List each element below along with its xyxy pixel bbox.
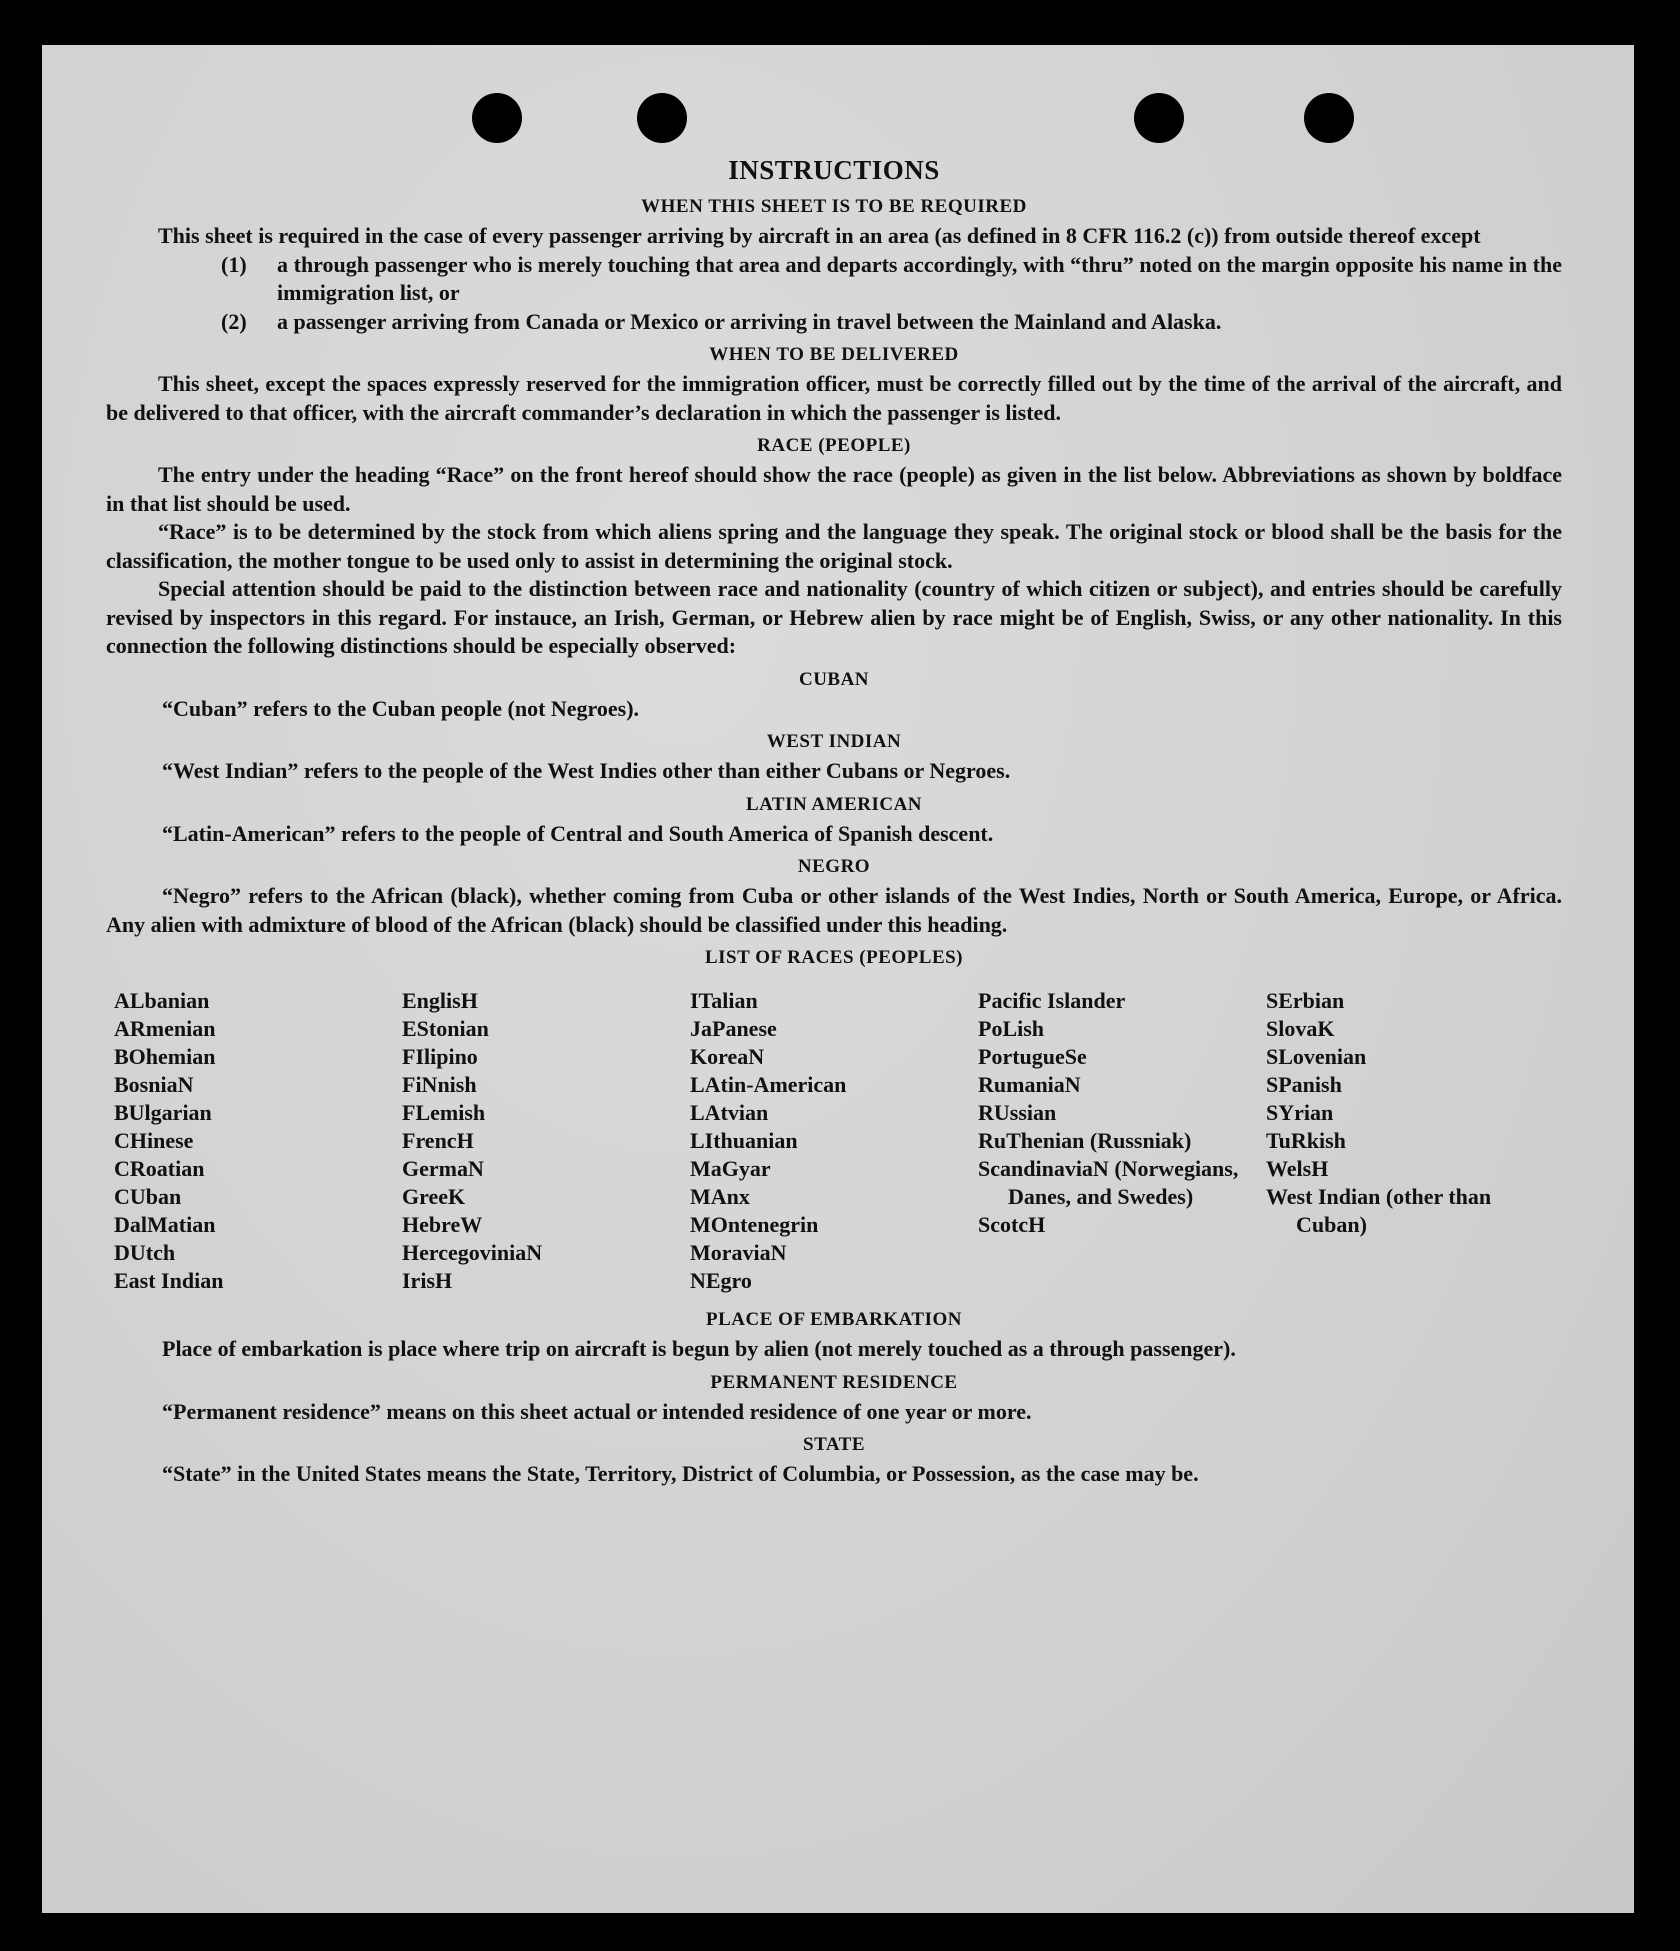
race-entry: EnglisH [402, 988, 478, 1013]
heading-embarkation: PLACE OF EMBARKATION [706, 1309, 962, 1330]
race-entry: RUssian [978, 1100, 1057, 1125]
race-entry: SLovenian [1266, 1044, 1367, 1069]
race-entry: CUban [114, 1184, 182, 1209]
when-required-intro: This sheet is required in the case of every passenger arriving by aircraft in an area (as defined in 8 CFR 116.2 (c)) from outside thereof except [158, 223, 1481, 248]
race-entry: HercegoviniaN [402, 1240, 543, 1265]
punch-hole [1134, 93, 1184, 143]
state-text: “State” in the United States means the State, Territory, District of Columbia, or Possession, as the case may be. [162, 1461, 1199, 1486]
punch-hole [1304, 93, 1354, 143]
heading-negro: NEGRO [797, 856, 871, 877]
page-title: INSTRUCTIONS [728, 155, 940, 185]
race-entry: IrisH [402, 1268, 453, 1293]
heading-west-indian: WEST INDIAN [766, 731, 902, 752]
race-entry: SPanish [1266, 1072, 1342, 1097]
race-entry: DalMatian [114, 1212, 216, 1237]
heading-latin-american: LATIN AMERICAN [745, 793, 923, 815]
embarkation-text: Place of embarkation is place where trip on aircraft is begun by alien (not merely touched as a through passenger). [162, 1336, 1236, 1361]
race-paragraph: Special attention should be paid to the distinction between race and nationality (country of which citizen or subject), and entries should be carefully revised by inspectors in this regard. For instauce, an Irish, German, or Hebrew alien by race might be of English, Swiss, or any other nationality. In this connection the following distinctions should be especially observed: [106, 576, 1562, 658]
race-entry: LAtvian [690, 1100, 769, 1125]
race-entry: RuThenian (Russniak) [978, 1128, 1192, 1153]
races-column [1266, 987, 1554, 1295]
race-entry: BosniaN [114, 1072, 194, 1097]
exception-text: a through passenger who is merely touching that area and departs accordingly, with “thru” noted on the margin opposite his name in the immigration list, or [277, 251, 1562, 305]
exception-number: (2) [221, 308, 247, 334]
race-entry: JaPanese [690, 1016, 777, 1041]
race-entry: MoraviaN [690, 1240, 787, 1265]
race-entry: ScandinaviaN (Norwegians, Danes, and Swedes) [978, 1156, 1239, 1209]
race-entry: RumaniaN [978, 1072, 1081, 1097]
heading-cuban: CUBAN [798, 668, 870, 690]
exception-text: a passenger arriving from Canada or Mexico or arriving in travel between the Mainland and Alaska. [277, 308, 1222, 334]
document-page [42, 45, 1634, 1913]
race-entry: WelsH [1266, 1156, 1329, 1181]
races-column [402, 987, 690, 1295]
negro-text: “Negro” refers to the African (black), whether coming from Cuba or other islands of the West Indies, North or South America, Europe, or Africa. Any alien with admixture of blood of the African (black) should be classified under this heading. [106, 883, 1562, 937]
race-entry: FLemish [402, 1100, 486, 1125]
west-indian-text: “West Indian” refers to the people of the West Indies other than either Cubans or Negroes. [162, 758, 1011, 783]
latin-american-text: “Latin-American” refers to the people of Central and South America of Spanish descent. [162, 820, 994, 846]
race-entry: MaGyar [690, 1156, 771, 1181]
races-list [114, 987, 1562, 1295]
heading-permanent-residence: PERMANENT RESIDENCE [710, 1371, 958, 1393]
race-entry: BUlgarian [114, 1100, 212, 1125]
punch-hole [637, 93, 687, 143]
race-entry: MOntenegrin [690, 1212, 819, 1237]
race-entry: CHinese [114, 1128, 194, 1153]
race-entry: DUtch [114, 1240, 176, 1265]
race-paragraph: The entry under the heading “Race” on the front hereof should show the race (people) as given in the list below. Abbreviations as shown by boldface in that list should be used. [106, 462, 1562, 516]
exception-item [221, 251, 1562, 308]
races-column [978, 987, 1266, 1295]
heading-race: RACE (PEOPLE) [757, 435, 911, 456]
when-delivered-text: This sheet, except the spaces expressly reserved for the immigration officer, must be correctly filled out by the time of the arrival of the aircraft, and be delivered to that officer, with the aircraft commander’s declaration in which the passenger is listed. [106, 371, 1562, 425]
race-entry: KoreaN [690, 1044, 765, 1069]
heading-when-required: WHEN THIS SHEET IS TO BE REQUIRED [641, 196, 1027, 217]
race-entry: ScotcH [978, 1212, 1046, 1237]
race-entry: SErbian [1266, 988, 1345, 1013]
race-entry: EStonian [402, 1016, 489, 1041]
race-entry: ITalian [690, 988, 758, 1013]
race-entry: ALbanian [114, 988, 210, 1013]
race-entry: LIthuanian [690, 1128, 798, 1153]
race-entry: TuRkish [1266, 1128, 1346, 1153]
race-entry: West Indian (other than Cuban) [1266, 1184, 1492, 1237]
race-entry: PortugueSe [978, 1044, 1087, 1069]
race-entry: Pacific Islander [978, 988, 1126, 1013]
heading-when-delivered: WHEN TO BE DELIVERED [709, 344, 959, 365]
race-entry: ARmenian [114, 1016, 216, 1041]
heading-list-of-races: LIST OF RACES (PEOPLES) [704, 947, 964, 968]
race-paragraph: “Race” is to be determined by the stock from which aliens spring and the language they speak. The original stock or blood shall be the basis for the classification, the mother tongue to be used only to assist in determining the original stock. [106, 519, 1562, 573]
heading-state: STATE [803, 1434, 865, 1455]
race-entry: GermaN [402, 1156, 484, 1181]
race-entry: NEgro [690, 1268, 752, 1293]
race-entry: East Indian [114, 1268, 224, 1293]
race-entry: SYrian [1266, 1100, 1334, 1125]
races-column [690, 987, 978, 1295]
race-entry: LAtin-American [690, 1072, 847, 1097]
exception-item [221, 308, 1562, 337]
race-entry: SlovaK [1266, 1016, 1335, 1041]
race-entry: FrencH [402, 1128, 474, 1153]
residence-text: “Permanent residence” means on this sheet actual or intended residence of one year or more. [162, 1398, 1032, 1424]
race-entry: FIlipino [402, 1044, 478, 1069]
race-entry: BOhemian [114, 1044, 216, 1069]
race-entry: PoLish [978, 1016, 1045, 1041]
race-entry: GreeK [402, 1184, 466, 1209]
punch-hole [472, 93, 522, 143]
instructions-content [106, 152, 1562, 1489]
race-entry: MAnx [690, 1184, 750, 1209]
exception-number: (1) [221, 251, 247, 277]
races-column [114, 987, 402, 1295]
race-entry: CRoatian [114, 1156, 205, 1181]
cuban-text: “Cuban” refers to the Cuban people (not Negroes). [162, 695, 640, 721]
race-entry: FiNnish [402, 1072, 477, 1097]
race-entry: HebreW [402, 1212, 483, 1237]
